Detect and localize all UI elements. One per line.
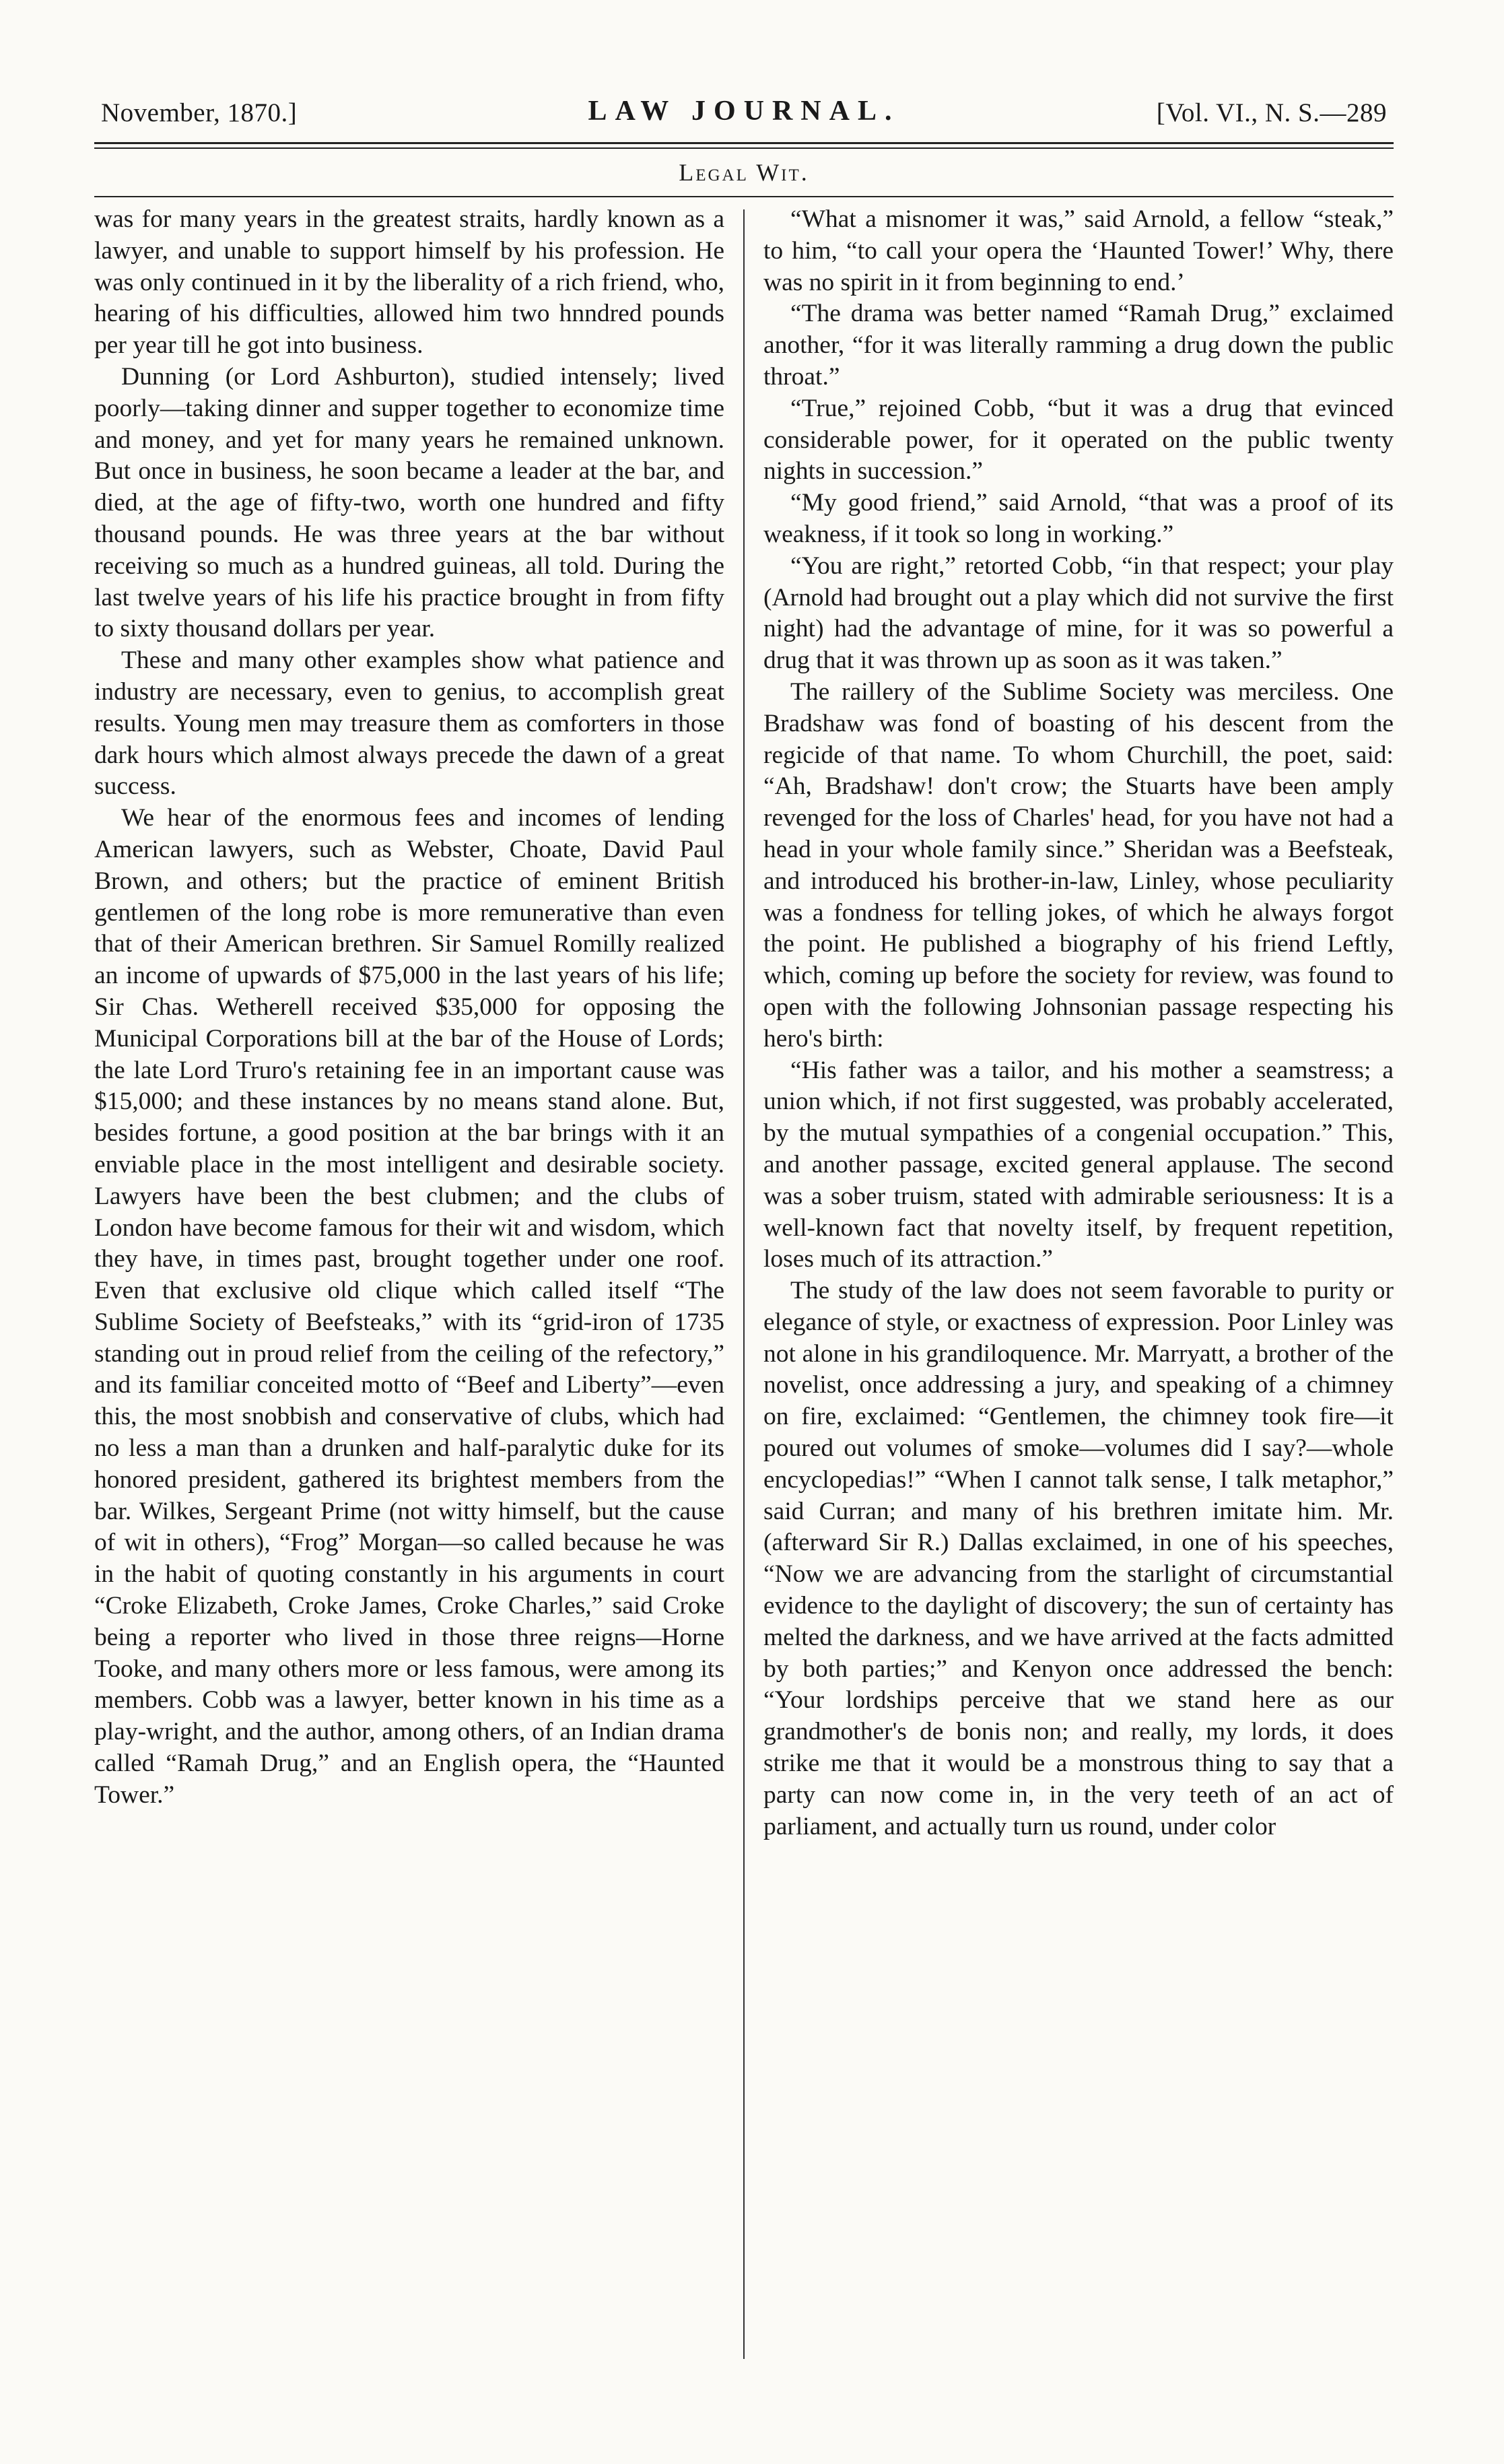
text-columns (94, 204, 1394, 2359)
header-rule (94, 142, 1394, 149)
left-column (94, 204, 743, 2359)
paragraph: The study of the law does not seem favorable to purity or elegance of style, or exactness of expression. Poor Linley was not alone in his grandiloquence. Mr. Marryatt, a brother of the novelist, once addressing a jury, and speaking of a chimney on fire, exclaimed: “Gentlemen, the chimney took fire—it poured out volumes of smoke—volumes did I say?—whole encyclopedias!” “When I cannot talk sense, I talk metaphor,” said Curran; and many of his brethren imitate him. Mr. (afterward Sir R.) Dallas exclaimed, in one of his speeches, “Now we are advancing from the starlight of circumstantial evidence to the daylight of discovery; the sun of certainty has melted the darkness, and we have arrived at the facts admitted by both parties;” and Kenyon once addressed the bench: “Your lordships perceive that we stand here as our grandmother's de bonis non; and really, my lords, it does strike me that it would be a monstrous thing to say that a party can now come in, in the very teeth of an act of parliament, and actually turn us round, under color (763, 1277, 1394, 1840)
section-rule (94, 196, 1394, 197)
paragraph: Dunning (or Lord Ashburton), studied intensely; lived poorly—taking dinner and supper together to economize time and money, and yet for many years he remained unknown. But once in business, he soon became a leader at the bar, and died, at the age of fifty-two, worth one hundred and fifty thousand pounds. He was three years at the bar without receiving so much as a hundred guineas, all told. During the last twelve years of his life his practice brought in from fifty to sixty thousand dollars per year. (94, 362, 724, 643)
paragraph: was for many years in the greatest straits, hardly known as a lawyer, and unable to support himself by his profession. He was only continued in it by the liberality of a rich friend, who, hearing of his difficulties, allowed him two hnndred pounds per year till he got into business. (94, 205, 724, 360)
paragraph: “What a misnomer it was,” said Arnold, a fellow “steak,” to him, “to call your opera the ‘Haunted Tower!’ Why, there was no spirit in it from beginning to end.’ (763, 205, 1394, 296)
paragraph: “His father was a tailor, and his mother a seamstress; a union which, if not first suggested, was probably accelerated, by the mutual sympathies of a congenial occupation.” This, and another passage, excited general applause. The second was a sober truism, stated with admirable seriousness: It is a well-known fact that novelty itself, by frequent repetition, loses much of its attraction.” (763, 1056, 1394, 1273)
paragraph: “True,” rejoined Cobb, “but it was a drug that evinced considerable power, for it operated on the public twenty nights in succession.” (763, 394, 1394, 486)
journal-page (94, 84, 1394, 2428)
journal-title: LAW JOURNAL. (588, 96, 900, 127)
section-title: Legal Wit. (679, 159, 809, 186)
running-head (94, 84, 1394, 138)
paragraph: “You are right,” retorted Cobb, “in that respect; your play (Arnold had brought out a play which did not survive the first night) had the advantage of mine, for it was so powerful a drug that it was thrown up as soon as it was taken.” (763, 552, 1394, 675)
paragraph: The raillery of the Sublime Society was merciless. One Bradshaw was fond of boasting of his descent from the regicide of that name. To whom Churchill, the poet, said: “Ah, Bradshaw! don't crow; the Stuarts have been amply revenged for the loss of Charles' head, for you have not had a head in your whole family since.” Sheridan was a Beefsteak, and introduced his brother-in-law, Linley, whose peculiarity was a fondness for telling jokes, of which he always forgot the point. He published a biography of his friend Leftly, which, coming up before the society for review, was found to open with the following Johnsonian passage respecting his hero's birth: (763, 677, 1394, 1053)
issue-date: November, 1870.] (101, 98, 298, 127)
paragraph: We hear of the enormous fees and incomes of lending American lawyers, such as Webster, Choate, David Paul Brown, and others; but the practice of eminent British gentlemen of the long robe is more remunerative than even that of their American brethren. Sir Samuel Romilly realized an income of upwards of $75,000 in the last years of his life; Sir Chas. Wetherell received $35,000 for opposing the Municipal Corporations bill at the bar of the House of Lords; the late Lord Truro's retaining fee in an important cause was $15,000; and these instances by no means stand alone. But, besides fortune, a good position at the bar brings with it an enviable place in the most intelligent and desirable society. Lawyers have been the best clubmen; and the clubs of London have become famous for their wit and wisdom, which they have, in times past, brought together under one roof. Even that exclusive old clique which called itself “The Sublime Society of Beefsteaks,” with its “grid-iron of 1735 standing out in proud relief from the ceiling of the refectory,” and its familiar conceited motto of “Beef and Liberty”—even this, the most snobbish and conservative of clubs, which had no less a man than a drunken and half-paralytic duke for its honored president, gathered its brightest members from the bar. Wilkes, Sergeant Prime (not witty himself, but the cause of wit in others), “Frog” Morgan—so called because he was in the habit of quoting constantly in his arguments in court “Croke Elizabeth, Croke James, Croke Charles,” said Croke being a reporter who lived in those three reigns—Horne Tooke, and many others more or less famous, were among its members. Cobb was a lawyer, better known in his time as a play-wright, and the author, among others, of an Indian drama called “Ramah Drug,” and an English opera, the “Haunted Tower.” (94, 804, 724, 1809)
paragraph: “The drama was better named “Ramah Drug,” exclaimed another, “for it was literally ramming a drug down the public throat.” (763, 300, 1394, 391)
volume-page-number: [Vol. VI., N. S.—289 (1156, 98, 1387, 127)
right-column (745, 204, 1394, 2359)
paragraph: These and many other examples show what patience and industry are necessary, even to genius, to accomplish great results. Young men may treasure them as comforters in those dark hours which almost always precede the dawn of a great success. (94, 646, 724, 801)
paragraph: “My good friend,” said Arnold, “that was a proof of its weakness, if it took so long in working.” (763, 489, 1394, 548)
